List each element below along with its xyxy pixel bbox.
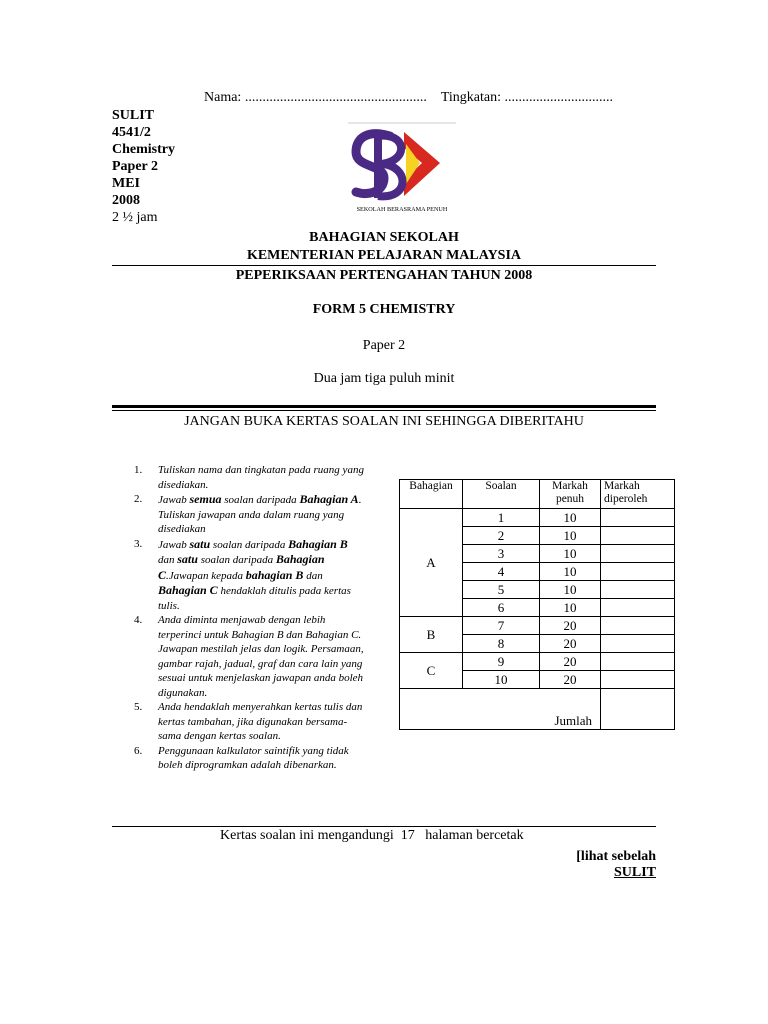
paper-info	[112, 107, 175, 226]
paper-subtitle: Paper 2	[362, 338, 406, 353]
question-number-cell: 1	[463, 509, 540, 527]
title-line-2: KEMENTERIAN PELAJARAN MALAYSIA	[246, 248, 522, 263]
name-line	[204, 90, 613, 106]
instruction-number: 1 .	[134, 463, 142, 478]
instruction-text: dan	[158, 554, 178, 566]
question-number-cell: 2	[463, 527, 540, 545]
warning-divider-bottom	[112, 410, 656, 411]
instruction-text: Jawab	[158, 538, 190, 551]
instruction-emphasis: semua	[189, 492, 222, 506]
nama-field: Nama: ....................................................	[204, 90, 427, 105]
instruction-text: dan	[303, 569, 323, 582]
instruction-number: 6 .	[134, 744, 142, 759]
instruction-text: Anda diminta menjawab dengan lebih terperinci untuk Bahagian B dan Bahagian C. Jawapan mestilah jelas dan logik. Persamaan, gambar rajah, jadual, graf dan cara lain yang sesuai untuk menjelaskan jawapan anda boleh digunakan.	[158, 614, 364, 699]
logo-letter-b	[378, 134, 403, 198]
instruction-emphasis: bahagian B	[245, 567, 304, 582]
page-count-text: Kertas soalan ini mengandungi 17 halaman bercetak	[220, 828, 524, 843]
month-label: MEI	[112, 176, 140, 191]
full-marks-cell: 10	[540, 599, 601, 617]
instruction-number: 5 .	[134, 700, 142, 715]
warning-divider-top	[112, 405, 656, 408]
full-marks-cell: 10	[540, 527, 601, 545]
instruction-item	[116, 463, 366, 492]
instruction-emphasis: satu	[177, 552, 198, 566]
title-line-1: BAHAGIAN SEKOLAH	[309, 230, 459, 245]
instructions-list	[116, 463, 366, 773]
instruction-item	[116, 613, 366, 700]
full-marks-cell: 10	[540, 581, 601, 599]
question-number-cell: 4	[463, 563, 540, 581]
logo-caption: SEKOLAH BERASRAMA PENUH	[356, 206, 448, 213]
title-line-3: PEPERIKSAAN PERTENGAHAN TAHUN 2008	[235, 268, 533, 283]
instruction-item	[116, 537, 366, 614]
full-marks-cell: 10	[540, 545, 601, 563]
question-number-cell: 10	[463, 671, 540, 689]
instruction-text: Tuliskan nama dan tingkatan pada ruang yang disediakan.	[158, 464, 364, 491]
question-number-cell: 8	[463, 635, 540, 653]
section-cell: B	[400, 617, 463, 653]
marks-table	[399, 479, 675, 730]
logo-top-rule	[348, 122, 456, 124]
paper-label: Paper 2	[112, 159, 159, 174]
instruction-text: hendaklah ditulis pada kertas tulis.	[158, 585, 351, 612]
warning-text: JANGAN BUKA KERTAS SOALAN INI SEHINGGA DIBERITAHU	[184, 414, 584, 429]
footer-divider	[112, 826, 656, 827]
total-value-cell[interactable]	[601, 689, 675, 730]
header-bahagian: Bahagian	[400, 480, 463, 509]
duration-label: 2 ½ jam	[112, 210, 158, 225]
header-markah-penuh: Markah penuh	[540, 480, 601, 509]
full-marks-cell: 20	[540, 653, 601, 671]
instruction-text: soalan daripada	[221, 494, 300, 506]
instruction-text: Anda hendaklah menyerahkan kertas tulis dan kertas tambahan, jika digunakan bersama-sama dengan kertas soalan.	[158, 701, 363, 742]
obtained-marks-cell[interactable]	[601, 509, 675, 527]
section-cell: A	[400, 509, 463, 617]
obtained-marks-cell[interactable]	[601, 563, 675, 581]
year-label: 2008	[112, 193, 140, 208]
full-marks-cell: 20	[540, 671, 601, 689]
form-title: FORM 5 CHEMISTRY	[312, 302, 456, 317]
obtained-marks-cell[interactable]	[601, 581, 675, 599]
instruction-emphasis: satu	[189, 536, 211, 551]
instruction-text: soalan daripada	[210, 538, 289, 551]
table-row	[400, 653, 675, 671]
full-marks-cell: 10	[540, 509, 601, 527]
question-number-cell: 9	[463, 653, 540, 671]
title-divider	[112, 265, 656, 266]
instruction-text: soalan daripada	[197, 554, 276, 566]
obtained-marks-cell[interactable]	[601, 599, 675, 617]
full-marks-cell: 10	[540, 563, 601, 581]
obtained-marks-cell[interactable]	[601, 671, 675, 689]
footer-sulit: SULIT	[613, 865, 656, 880]
instruction-text: .Jawapan kepada	[166, 569, 246, 582]
section-cell: C	[400, 653, 463, 689]
lihat-sebelah: [lihat sebelah	[576, 849, 656, 864]
full-marks-cell: 20	[540, 635, 601, 653]
obtained-marks-cell[interactable]	[601, 635, 675, 653]
subject-label: Chemistry	[112, 142, 175, 157]
sulit-label: SULIT	[112, 108, 155, 123]
sbp-logo	[348, 122, 456, 214]
obtained-marks-cell[interactable]	[601, 545, 675, 563]
duration-text: Dua jam tiga puluh minit	[313, 371, 455, 386]
total-label: Jumlah	[400, 689, 601, 730]
instruction-emphasis: Bahagian C	[158, 583, 218, 597]
instruction-item	[116, 744, 366, 773]
table-row	[400, 617, 675, 635]
obtained-marks-cell[interactable]	[601, 653, 675, 671]
instruction-item	[116, 700, 366, 744]
question-number-cell: 7	[463, 617, 540, 635]
tingkatan-field: Tingkatan: ...............................	[440, 90, 613, 105]
table-row	[400, 509, 675, 527]
instruction-number: 4 .	[134, 613, 142, 628]
obtained-marks-cell[interactable]	[601, 617, 675, 635]
instruction-text: . Tuliskan jawapan anda dalam ruang yang disediakan	[158, 494, 362, 535]
instruction-number: 3 .	[134, 537, 142, 552]
question-number-cell: 3	[463, 545, 540, 563]
header-markah-diperoleh: Markah diperoleh	[601, 480, 675, 509]
paper-code: 4541/2	[112, 125, 151, 140]
marks-table-header	[400, 480, 675, 509]
header-soalan: Soalan	[463, 480, 540, 509]
question-number-cell: 5	[463, 581, 540, 599]
question-number-cell: 6	[463, 599, 540, 617]
instruction-emphasis: Bahagian A	[299, 492, 359, 506]
instructions	[116, 463, 366, 773]
instruction-item	[116, 492, 366, 537]
instruction-text: Jawab	[158, 494, 190, 506]
total-row	[400, 689, 675, 730]
full-marks-cell: 20	[540, 617, 601, 635]
obtained-marks-cell[interactable]	[601, 527, 675, 545]
instruction-emphasis: Bahagian C	[158, 552, 325, 582]
instruction-number: 2 .	[134, 492, 142, 507]
instruction-emphasis: Bahagian B	[288, 536, 348, 551]
instruction-text: Penggunaan kalkulator saintifik yang tidak boleh diprogramkan adalah dibenarkan.	[158, 744, 349, 771]
